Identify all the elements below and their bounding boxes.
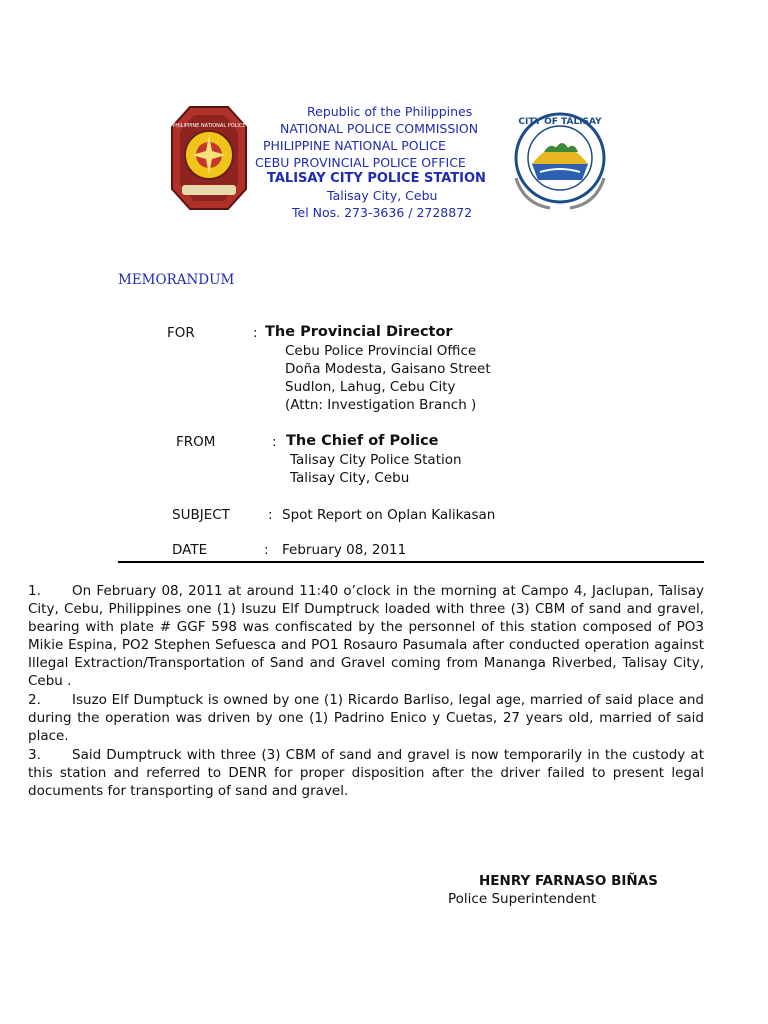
for-separator: : [253, 325, 258, 341]
paragraph-number: 2. [28, 692, 41, 708]
subject-label: SUBJECT [172, 507, 230, 523]
talisay-city-seal-logo [510, 108, 610, 214]
header-line-pnp: PHILIPPINE NATIONAL POLICE [263, 138, 446, 153]
from-separator: : [272, 434, 277, 450]
subject-value: Spot Report on Oplan Kalikasan [282, 507, 496, 523]
for-label: FOR [167, 325, 195, 341]
header-line-cppo: CEBU PROVINCIAL POLICE OFFICE [255, 155, 466, 170]
svg-text:CITY OF TALISAY: CITY OF TALISAY [518, 117, 602, 127]
for-address-line: Doña Modesta, Gaisano Street [285, 361, 491, 377]
header-line-city: Talisay City, Cebu [327, 188, 438, 203]
date-value: February 08, 2011 [282, 542, 407, 558]
body-paragraph-2 [28, 691, 704, 745]
from-sender-name: The Chief of Police [286, 433, 439, 449]
date-separator: : [264, 542, 269, 558]
header-line-napolcom: NATIONAL POLICE COMMISSION [280, 121, 479, 136]
for-address-line: Cebu Police Provincial Office [285, 343, 477, 359]
signatory-name: HENRY FARNASO BIÑAS [479, 873, 658, 889]
paragraph-number: 3. [28, 747, 41, 763]
for-address-line: (Attn: Investigation Branch ) [285, 397, 477, 413]
paragraph-number: 1. [28, 583, 41, 599]
from-address-line: Talisay City, Cebu [290, 470, 410, 486]
paragraph-text: Said Dumptruck with three (3) CBM of sand and gravel is now temporarily in the custody at this station and referred to DENR for proper disposition after the driver failed to present legal documents for transporting of sand and gravel. [28, 747, 704, 799]
header-divider [118, 561, 704, 563]
from-address-line: Talisay City Police Station [290, 452, 462, 468]
date-label: DATE [172, 542, 208, 558]
header-line-station: TALISAY CITY POLICE STATION [267, 171, 486, 186]
body-paragraph-3 [28, 746, 704, 800]
header-line-tel: Tel Nos. 273-3636 / 2728872 [292, 205, 473, 220]
signatory-title: Police Superintendent [448, 891, 597, 907]
header-line-republic: Republic of the Philippines [307, 104, 473, 119]
svg-text:PHILIPPINE NATIONAL POLICE: PHILIPPINE NATIONAL POLICE [172, 123, 246, 129]
from-label: FROM [176, 434, 216, 450]
memo-title: MEMORANDUM [118, 272, 235, 288]
for-address-line: Sudlon, Lahug, Cebu City [285, 379, 456, 395]
paragraph-text: On February 08, 2011 at around 11:40 o’clock in the morning at Campo 4, Jaclupan, Talisay City, Cebu, Philippines one (1) Isuzu Elf Dumptruck loaded with three (3) CBM of sand and gravel, bearing with plate # GGF 598 was confiscated by the personnel of this station composed of PO3 Mikie Espina, PO2 Stephen Sefuesca and PO1 Rosauro Pasumala after conducted operation against Illegal Extraction/Transportation of Sand and Gravel coming from Mananga Riverbed, Talisay City, Cebu . [28, 583, 704, 689]
pnp-seal-logo [170, 105, 248, 211]
body-paragraph-1 [28, 582, 704, 690]
for-recipient-name: The Provincial Director [265, 324, 453, 340]
paragraph-text: Isuzo Elf Dumptuck is owned by one (1) Ricardo Barliso, legal age, married of said place and during the operation was driven by one (1) Padrino Enico y Cuetas, 27 years old, married of said place. [28, 692, 704, 744]
subject-separator: : [268, 507, 273, 523]
